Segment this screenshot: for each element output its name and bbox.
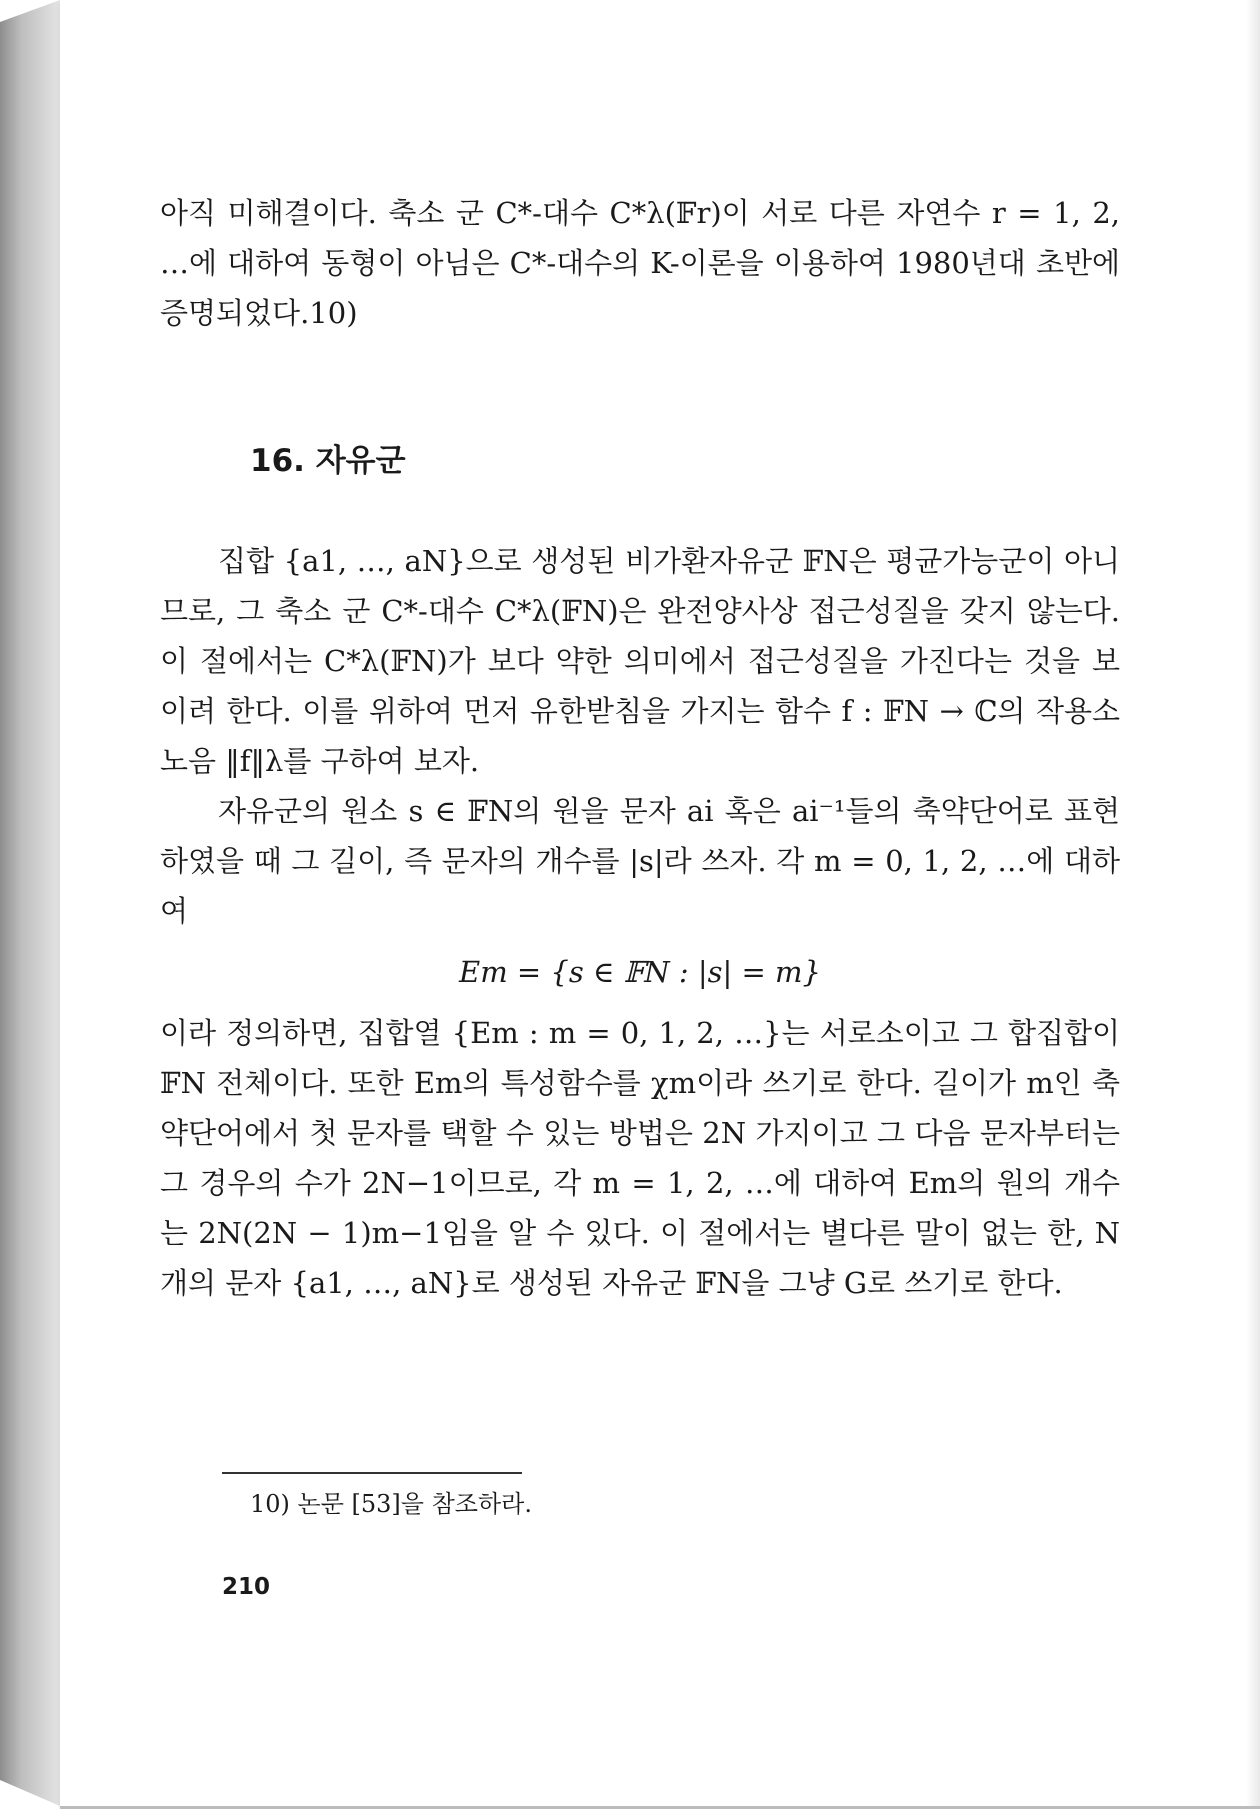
paragraph-2: 자유군의 원소 s ∈ 𝔽N의 원을 문자 ai 혹은 ai⁻¹들의 축약단어로 표현하였을 때 그 길이, 즉 문자의 개수를 |s|라 쓰자. 각 m = 0, 1, 2, …에 대하여 <box>160 794 1120 928</box>
book-spine <box>0 0 60 1806</box>
intro-paragraph: 아직 미해결이다. 축소 군 C*-대수 C*λ(𝔽r)이 서로 다른 자연수 r = 1, 2, …에 대하여 동형이 아님은 C*-대수의 K-이론을 이용하여 1980년대 초반에 증명되었다.10) <box>160 196 1120 330</box>
equation-em: Em = {s ∈ 𝔽N : |s| = m} <box>459 955 821 989</box>
paragraph-1: 집합 {a1, …, aN}으로 생성된 비가환자유군 𝔽N은 평균가능군이 아니므로, 그 축소 군 C*-대수 C*λ(𝔽N)은 완전양사상 접근성질을 갖지 않는다. 이 절에서는 C*λ(𝔽N)가 보다 약한 의미에서 접근성질을 가진다는 것을 보이려 한다. 이를 위하여 먼저 유한받침을 가지는 함수 f : 𝔽N → ℂ의 작용소노음 ‖f‖λ를 구하여 보자. <box>160 544 1120 778</box>
page-edge <box>1246 0 1260 1806</box>
footnote-rule <box>222 1472 522 1474</box>
footnote: 10) 논문 [53]을 참조하라. <box>250 1490 532 1518</box>
paragraph-3: 이라 정의하면, 집합열 {Em : m = 0, 1, 2, …}는 서로소이고 그 합집합이 𝔽N 전체이다. 또한 Em의 특성함수를 χm이라 쓰기로 한다. 길이가 m인 축약단어에서 첫 문자를 택할 수 있는 방법은 2N 가지이고 그 다음 문자부터는 그 경우의 수가 2N−1이므로, 각 m = 1, 2, …에 대하여 Em의 원의 개수는 2N(2N − 1)m−1임을 알 수 있다. 이 절에서는 별다른 말이 없는 한, N개의 문자 {a1, …, aN}로 생성된 자유군 𝔽N을 그냥 G로 쓰기로 한다. <box>160 1016 1120 1300</box>
section-heading: 16. 자유군 <box>250 443 406 479</box>
page-number: 210 <box>222 1574 271 1600</box>
intro-paragraph-block <box>160 188 1120 338</box>
section-body <box>160 536 1120 1308</box>
